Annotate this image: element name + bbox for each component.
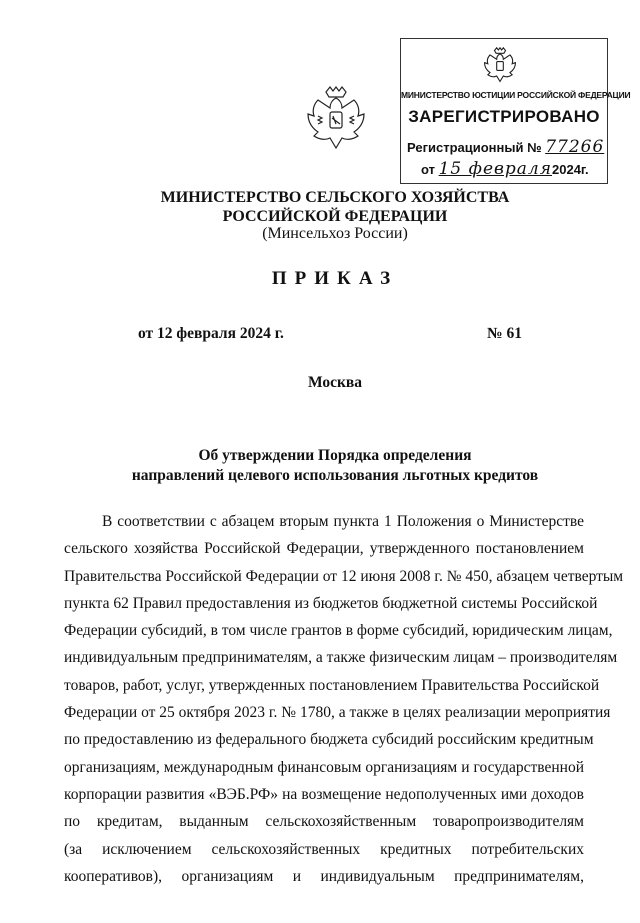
stamp-year: 2024г. (552, 162, 589, 177)
city: Москва (307, 374, 363, 391)
body-line: пункта 62 Правил предоставления из бюджетов бюджетной системы Российской (64, 594, 598, 612)
body-text (64, 508, 624, 890)
registration-stamp (400, 38, 631, 184)
body-line: Правительства Российской Федерации от 12 июня 2008 г. № 450, абзацем четвертым (64, 567, 624, 585)
stamp-date-handwritten: 15 февраля (438, 159, 553, 179)
order-number: № 61 (487, 325, 522, 342)
document-type: ПРИКАЗ (271, 268, 399, 289)
coat-of-arms-icon (298, 82, 374, 158)
stamp-date-prefix: от (421, 162, 435, 177)
stamp-reg-label: Регистрационный № (407, 140, 542, 155)
stamp-coat-of-arms-icon (479, 45, 521, 87)
body-line: корпорации развития «ВЭБ.РФ» на возмещение недополученных ими доходов (64, 785, 584, 803)
ministry-line-1: МИНИСТЕРСТВО СЕЛЬСКОГО ХОЗЯЙСТВА (160, 189, 510, 206)
body-line: кооперативов), организациям и индивидуальным предпринимателям, (64, 867, 584, 885)
body-line: сельского хозяйства Российской Федерации, утвержденного постановлением (64, 540, 584, 558)
body-line: (за исключением сельскохозяйственных кредитных потребительских (64, 840, 584, 858)
stamp-registration-line (407, 137, 604, 157)
ministry-name (0, 188, 640, 226)
order-date: от 12 февраля 2024 г. (138, 325, 284, 342)
document-title (0, 446, 640, 486)
stamp-reg-number: 77266 (545, 137, 605, 157)
body-line: товаров, работ, услуг, утвержденных постановлением Правительства Российской (64, 676, 600, 694)
title-line-1: Об утверждении Порядка определения (198, 447, 472, 464)
body-line: по кредитам, выданным сельскохозяйственным товаропроизводителям (64, 813, 584, 831)
body-line: Федерации субсидий, в том числе грантов в форме субсидий, юридическим лицам, (64, 622, 613, 640)
body-line: по предоставлению из федерального бюджета субсидий российским кредитным (64, 731, 594, 749)
body-line: В соответствии с абзацем вторым пункта 1 Положения о Министерстве (102, 513, 584, 530)
title-line-2: направлений целевого использования льготных кредитов (131, 467, 539, 484)
body-line: организациям, международным финансовым организациям и государственной (64, 758, 584, 776)
stamp-date-line (421, 159, 589, 179)
stamp-registered-label: ЗАРЕГИСТРИРОВАНО (408, 107, 600, 126)
body-line: Федерации от 25 октября 2023 г. № 1780, а также в целях реализации мероприятия (64, 704, 611, 722)
ministry-line-2: РОССИЙСКОЙ ФЕДЕРАЦИИ (222, 208, 448, 225)
stamp-ministry-name: МИНИСТЕРСТВО ЮСТИЦИИ РОССИЙСКОЙ ФЕДЕРАЦИИ (401, 90, 631, 100)
body-line: индивидуальным предпринимателям, а также физическим лицам – производителям (64, 649, 618, 667)
ministry-short-name: (Минсельхоз России) (262, 225, 408, 242)
